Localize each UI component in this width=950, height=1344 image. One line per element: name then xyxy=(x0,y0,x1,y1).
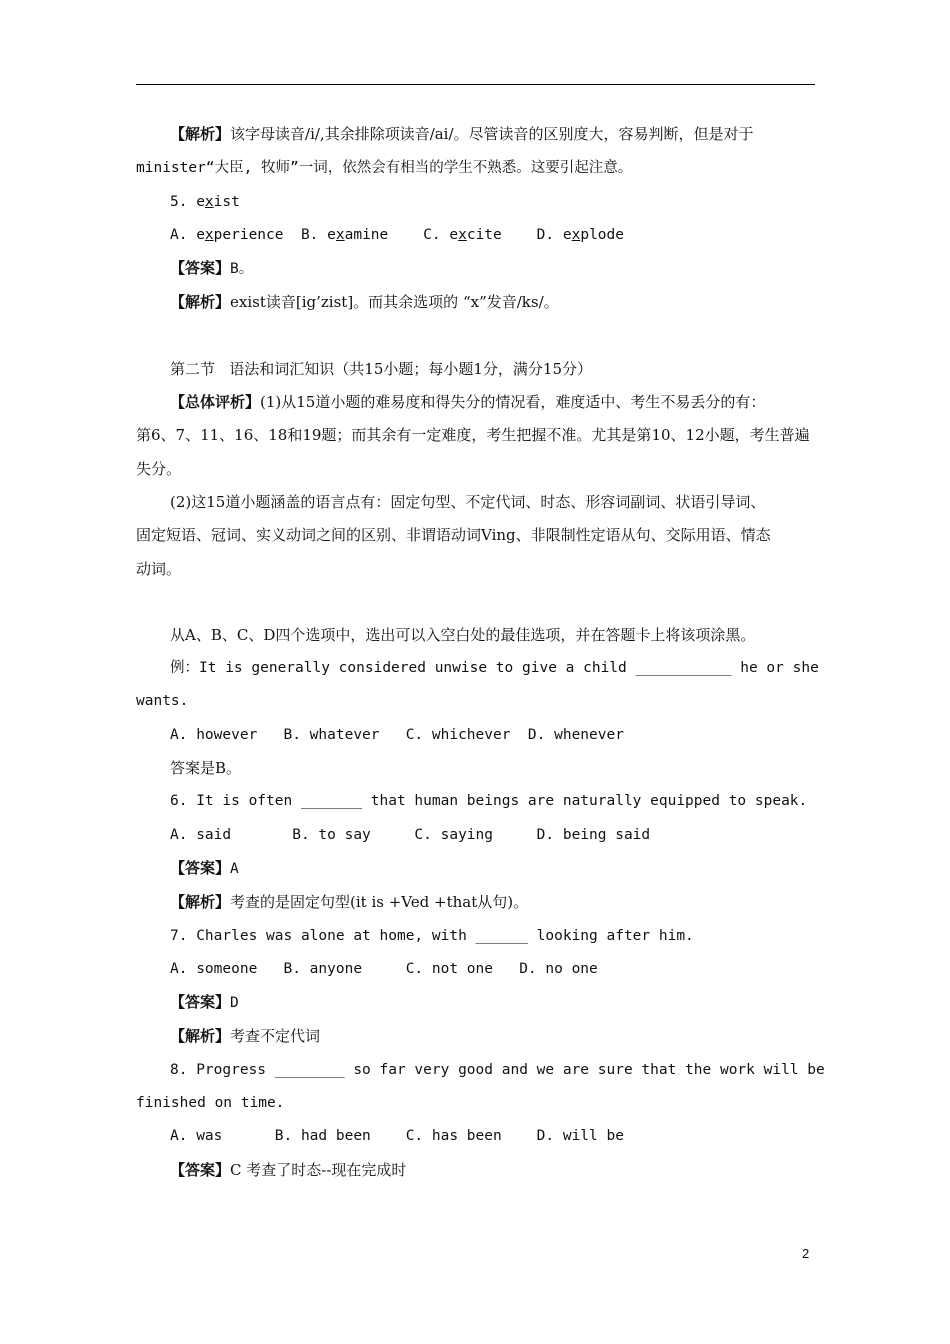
question-5-options: A. experience B. examine C. excite D. explode xyxy=(170,226,624,243)
explanation-4-cont: minister“大臣, 牧师”一词，依然会有相当的学生不熟悉。这要引起注意。 xyxy=(136,160,633,177)
overall-analysis-4: (2)这15道小题涵盖的语言点有：固定句型、不定代词、时态、形容词副词、状语引导词、 xyxy=(170,492,766,511)
explanation-7: 【解析】考查不定代词 xyxy=(170,1027,321,1046)
example-answer: 答案是B。 xyxy=(170,759,242,778)
explanation-5: 【解析】exist读音[ig’zist]。而其余选项的 “x”发音/ks/。 xyxy=(170,293,559,312)
example-question: 例：It is generally considered unwise to give a child ___________ he or she xyxy=(170,660,819,677)
question-6-options: A. said B. to say C. saying D. being said xyxy=(170,826,651,843)
example-question-cont: wants. xyxy=(136,693,189,710)
section-2-heading: 第二节 语法和词汇知识（共15小题；每小题1分，满分15分） xyxy=(170,359,593,378)
overall-analysis-3: 失分。 xyxy=(136,459,182,478)
label-jiexi: 【解析】 xyxy=(170,293,231,312)
instructions: 从A、B、C、D四个选项中，选出可以入空白处的最佳选项，并在答题卡上将该项涂黑。 xyxy=(170,625,756,644)
label-daan: 【答案】 xyxy=(170,993,231,1012)
answer-8: 【答案】C 考查了时态--现在完成时 xyxy=(170,1160,407,1179)
label-jiexi: 【解析】 xyxy=(170,125,231,143)
overall-analysis-5: 固定短语、冠词、实义动词之间的区别、非谓语动词Ving、非限制性定语从句、交际用语、情态 xyxy=(136,526,771,545)
label-zongti: 【总体评析】 xyxy=(170,393,261,412)
explanation-6: 【解析】考查的是固定句型(it is +Ved +that从句)。 xyxy=(170,893,529,912)
question-7-options: A. someone B. anyone C. not one D. no one xyxy=(170,960,598,977)
answer-6: 【答案】A xyxy=(170,858,239,877)
example-options: A. however B. whatever C. whichever D. whenever xyxy=(170,726,624,743)
question-6: 6. It is often _______ that human beings are naturally equipped to speak. xyxy=(170,793,808,810)
label-jiexi: 【解析】 xyxy=(170,1027,231,1046)
answer-7: 【答案】D xyxy=(170,993,239,1012)
explanation-4: 【解析】该字母读音/i/,其余排除项读音/ai/。尽管读音的区别度大，容易判断，但是对于 xyxy=(170,125,754,143)
underlined-letter: x xyxy=(204,193,214,210)
label-jiexi: 【解析】 xyxy=(170,893,231,912)
header-rule xyxy=(136,84,815,85)
label-daan: 【答案】 xyxy=(170,858,231,877)
overall-analysis-2: 第6、7、11、16、18和19题；而其余有一定难度，考生把握不准。尤其是第10、12小题，考生普遍 xyxy=(136,426,810,445)
label-daan: 【答案】 xyxy=(170,259,231,278)
answer-5: 【答案】B。 xyxy=(170,259,254,278)
question-7: 7. Charles was alone at home, with ______ looking after him. xyxy=(170,927,694,944)
overall-analysis: 【总体评析】(1)从15道小题的难易度和得失分的情况看，难度适中、考生不易丢分的有： xyxy=(170,393,766,412)
document-body xyxy=(136,118,825,1187)
question-8: 8. Progress ________ so far very good and we are sure that the work will be xyxy=(170,1061,825,1078)
overall-analysis-6: 动词。 xyxy=(136,559,182,578)
question-8-options: A. was B. had been C. has been D. will be xyxy=(170,1128,624,1145)
page-number: 2 xyxy=(802,1246,810,1261)
label-daan: 【答案】 xyxy=(170,1160,231,1179)
question-8-cont: finished on time. xyxy=(136,1095,285,1112)
question-5: 5. exist xyxy=(170,193,240,210)
